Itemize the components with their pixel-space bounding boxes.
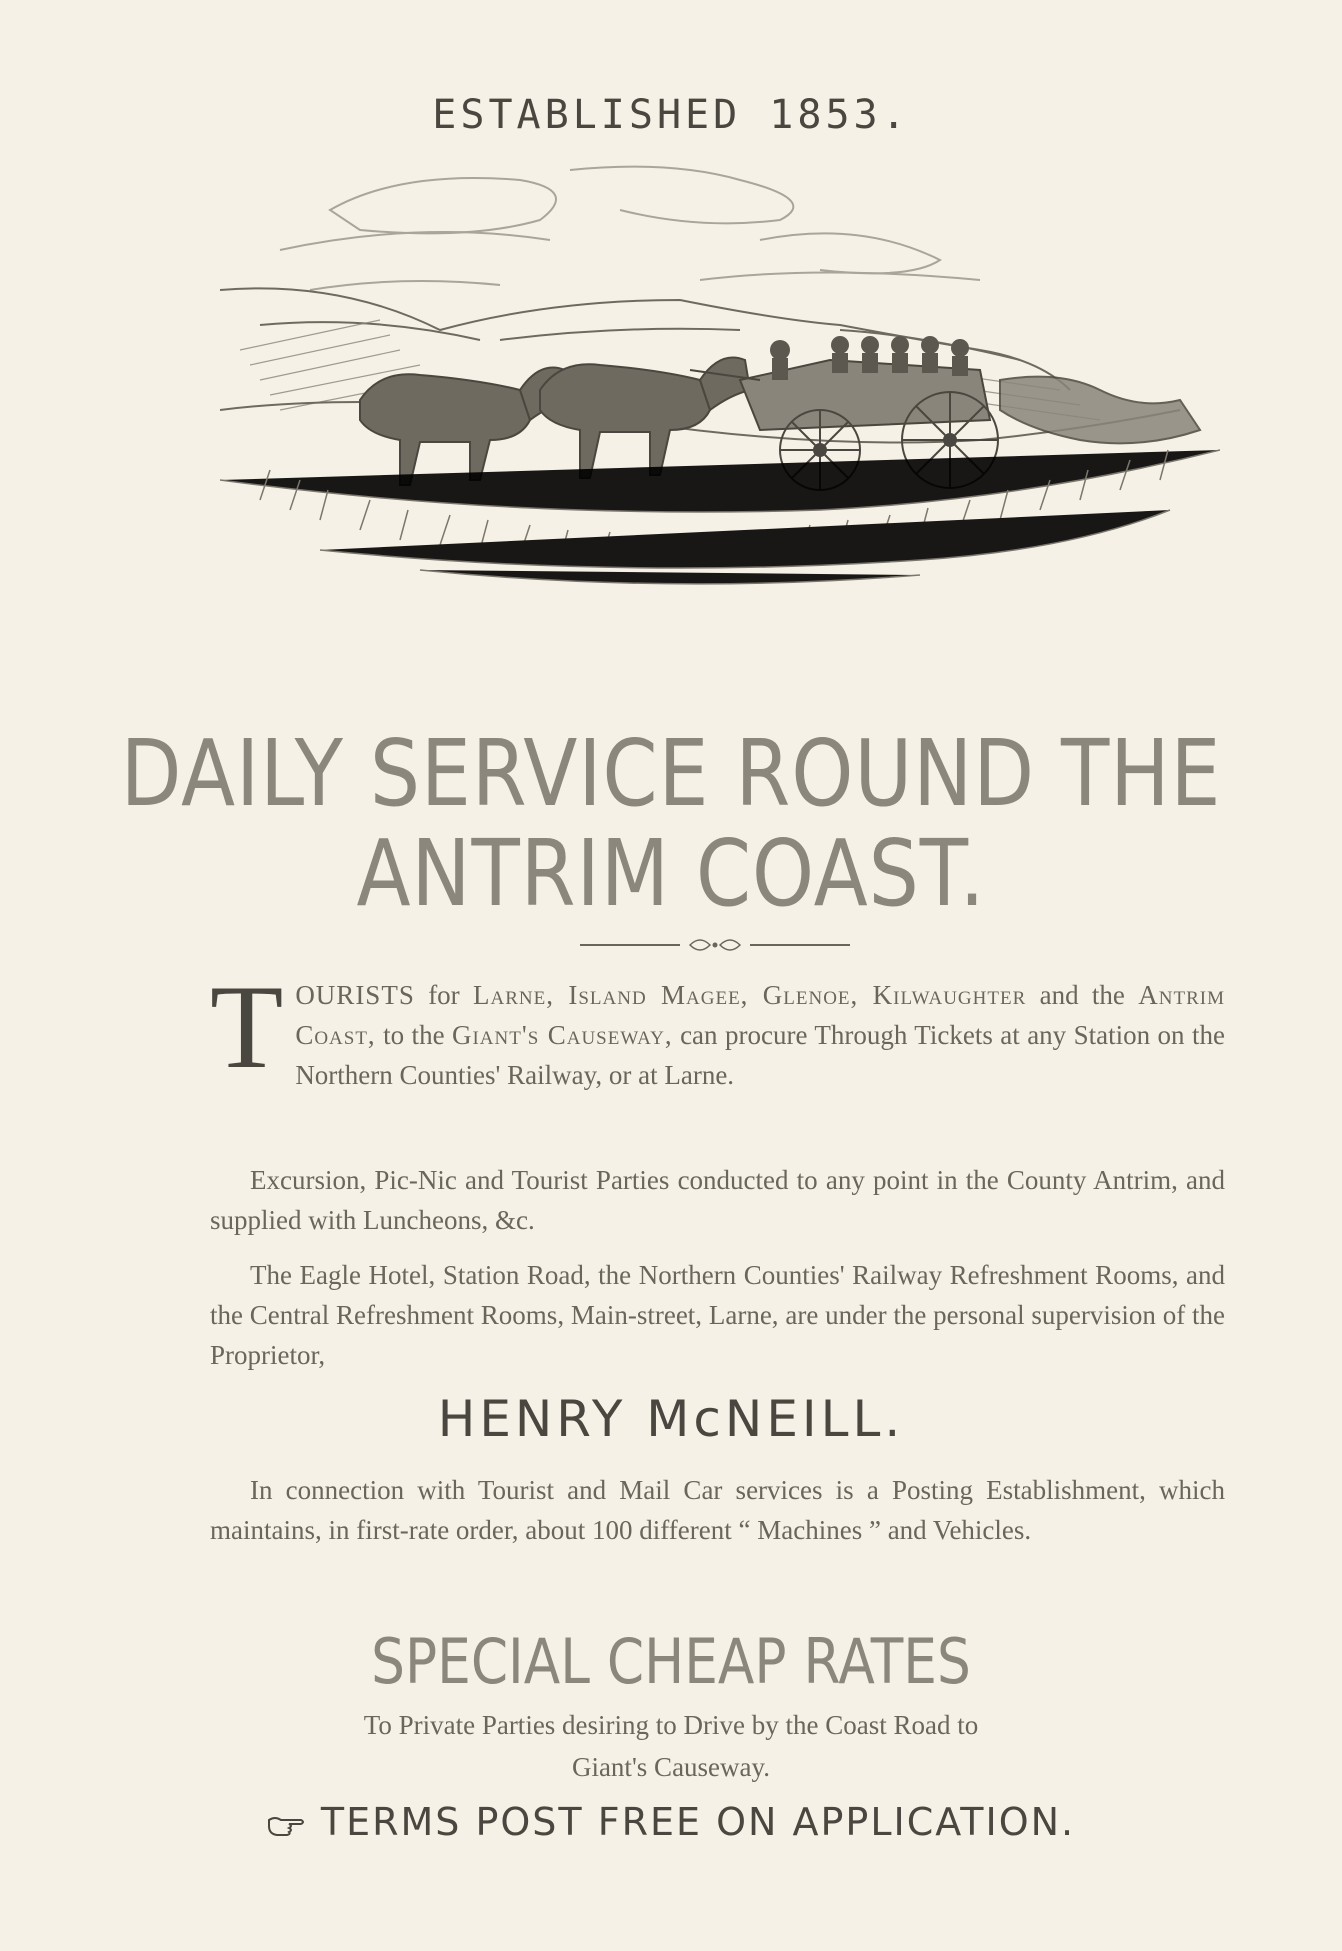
terms-line — [0, 1800, 1342, 1844]
drop-cap: T — [210, 960, 284, 1093]
tourists-paragraph: TOURISTS for Larne, Island Magee, Glenoe, Kilwaughter and the Antrim Coast, to the Giant's Causeway, can procure Through Tickets at any Station on the Northern Counties' Railway, or at Larne. — [210, 960, 1225, 1093]
coach-illustration — [220, 150, 1220, 710]
headline-line-2: ANTRIM COAST. — [356, 820, 986, 927]
terms-text: TERMS POST FREE ON APPLICATION. — [320, 1800, 1076, 1844]
established-heading: ESTABLISHED 1853. — [432, 92, 910, 138]
excursion-paragraph: Excursion, Pic-Nic and Tourist Parties conducted to any point in the County Antrim, and supplied with Luncheons, &c. — [210, 1165, 1225, 1235]
proprietor-name: HENRY McNEILL. — [437, 1390, 905, 1448]
special-rates-line-1: To Private Parties desiring to Drive by the Coast Road to — [363, 1710, 979, 1740]
special-rates-line-2: Giant's Causeway. — [571, 1752, 771, 1782]
headline-line-1: DAILY SERVICE ROUND THE — [120, 720, 1222, 827]
hotel-paragraph: The Eagle Hotel, Station Road, the Northern Counties' Railway Refreshment Rooms, and the Central Refreshment Rooms, Main-street, Larne, are under the personal supervision of the Proprietor, — [210, 1260, 1225, 1370]
special-rates-heading: SPECIAL CHEAP RATES — [371, 1625, 971, 1698]
pointing-hand-icon — [267, 1812, 307, 1838]
posting-establishment-paragraph: In connection with Tourist and Mail Car services is a Posting Establishment, which maintains, in first-rate order, about 100 different “ Machines ” and Vehicles. — [210, 1475, 1225, 1545]
divider-ornament — [580, 930, 850, 960]
